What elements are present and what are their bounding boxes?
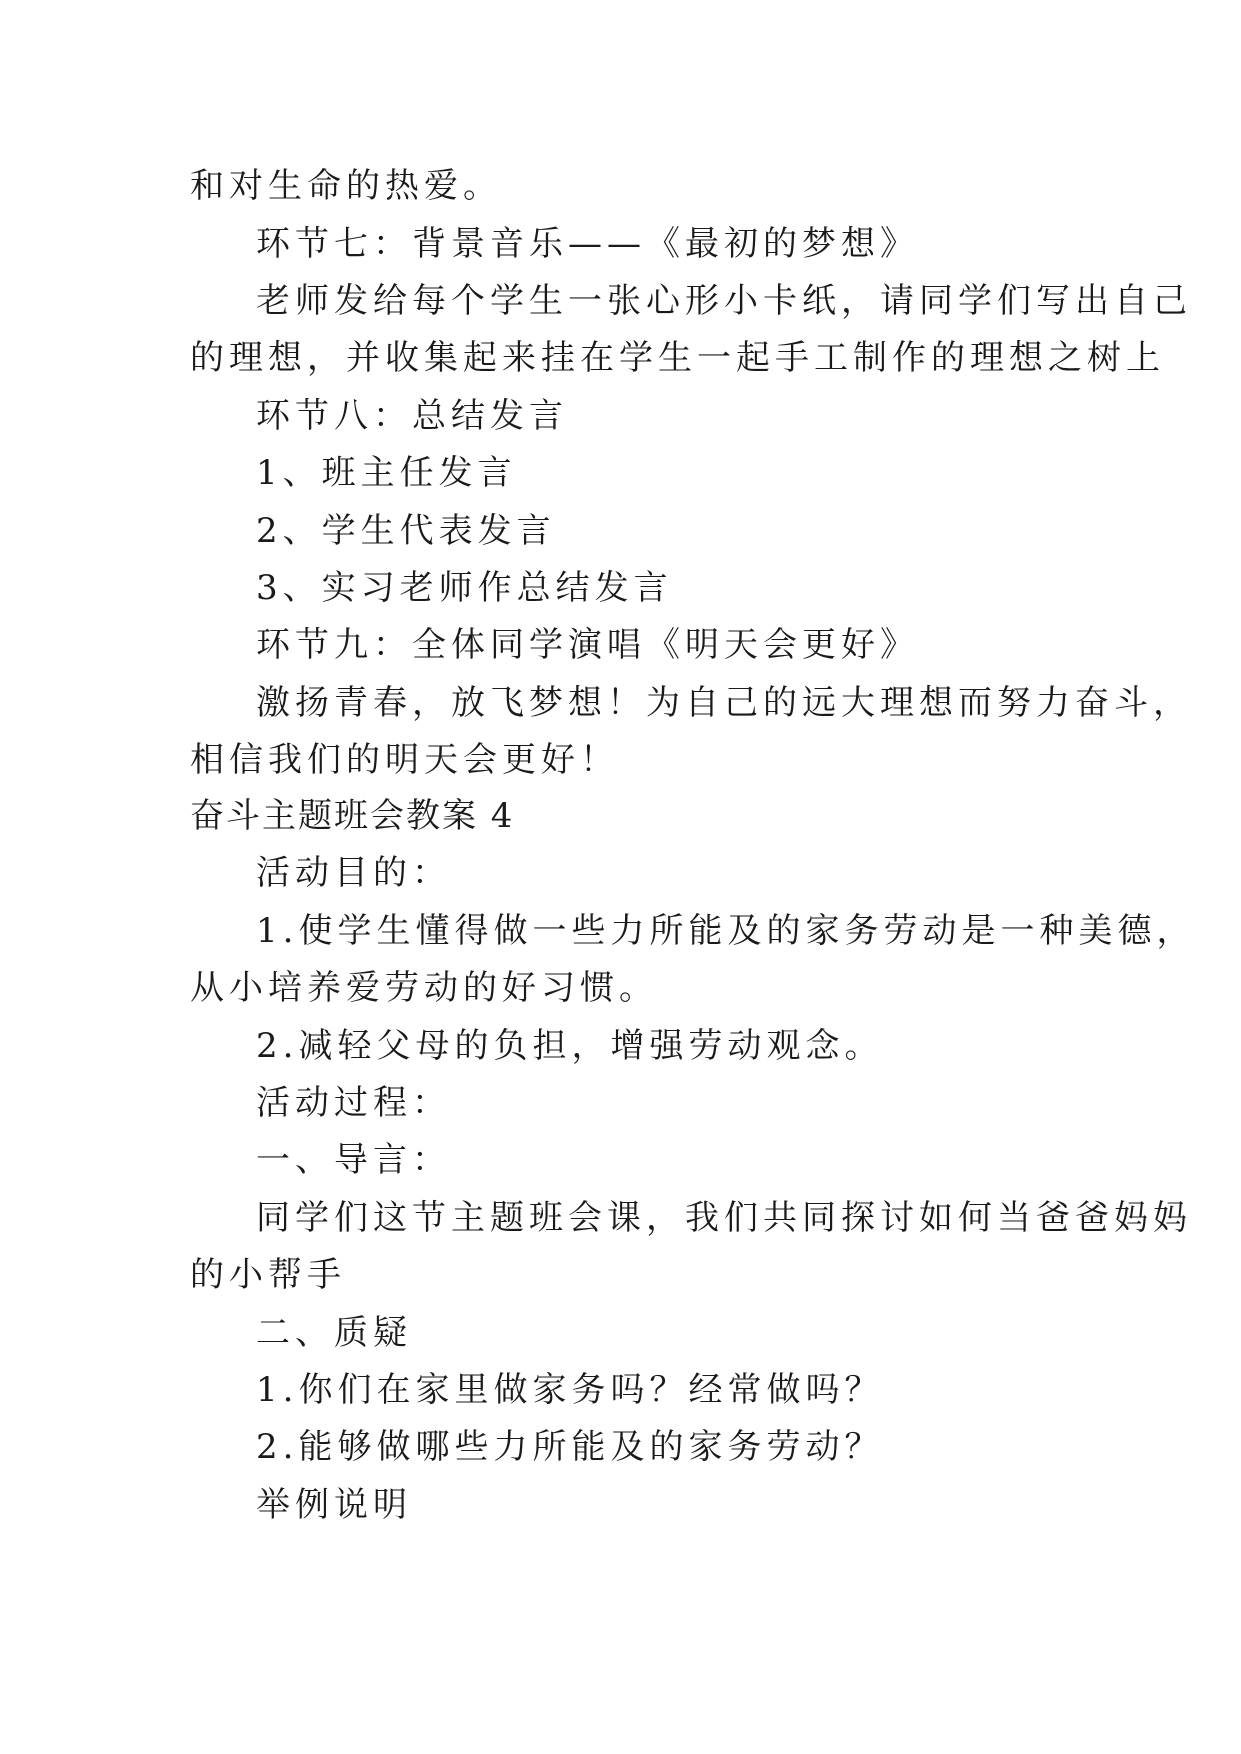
subheading: 活动目的： <box>256 853 451 893</box>
paragraph-line: 的理想，并收集起来挂在学生一起手工制作的理想之树上 <box>190 338 1165 378</box>
document-section-title: 奋斗主题班会教案 4 <box>190 796 515 836</box>
paragraph-line: 激扬青春，放飞梦想！为自己的远大理想而努力奋斗， <box>256 683 1192 723</box>
list-item: 2.减轻父母的负担，增强劳动观念。 <box>256 1026 884 1066</box>
list-item: 3、实习老师作总结发言 <box>256 568 673 608</box>
section-heading-7: 环节七：背景音乐——《最初的梦想》 <box>256 224 919 264</box>
subheading: 一、导言： <box>256 1140 451 1180</box>
paragraph-line: 同学们这节主题班会课，我们共同探讨如何当爸爸妈妈 <box>256 1198 1192 1238</box>
paragraph-line: 举例说明 <box>256 1485 412 1525</box>
list-item: 2、学生代表发言 <box>256 511 556 551</box>
list-item: 1、班主任发言 <box>256 453 517 493</box>
list-item: 1.使学生懂得做一些力所能及的家务劳动是一种美德， <box>256 911 1196 951</box>
paragraph-line: 相信我们的明天会更好！ <box>190 740 619 780</box>
list-item: 1.你们在家里做家务吗？经常做吗？ <box>256 1370 884 1410</box>
paragraph-line: 老师发给每个学生一张心形小卡纸，请同学们写出自己 <box>256 281 1192 321</box>
section-heading-9: 环节九：全体同学演唱《明天会更好》 <box>256 625 919 665</box>
section-heading-8: 环节八：总结发言 <box>256 396 568 436</box>
list-item: 2.能够做哪些力所能及的家务劳动？ <box>256 1427 884 1467</box>
paragraph-line: 的小帮手 <box>190 1255 346 1295</box>
subheading: 活动过程： <box>256 1083 451 1123</box>
paragraph-line: 从小培养爱劳动的好习惯。 <box>190 968 658 1008</box>
paragraph-line: 和对生命的热爱。 <box>190 166 502 206</box>
subheading: 二、质疑 <box>256 1313 412 1353</box>
